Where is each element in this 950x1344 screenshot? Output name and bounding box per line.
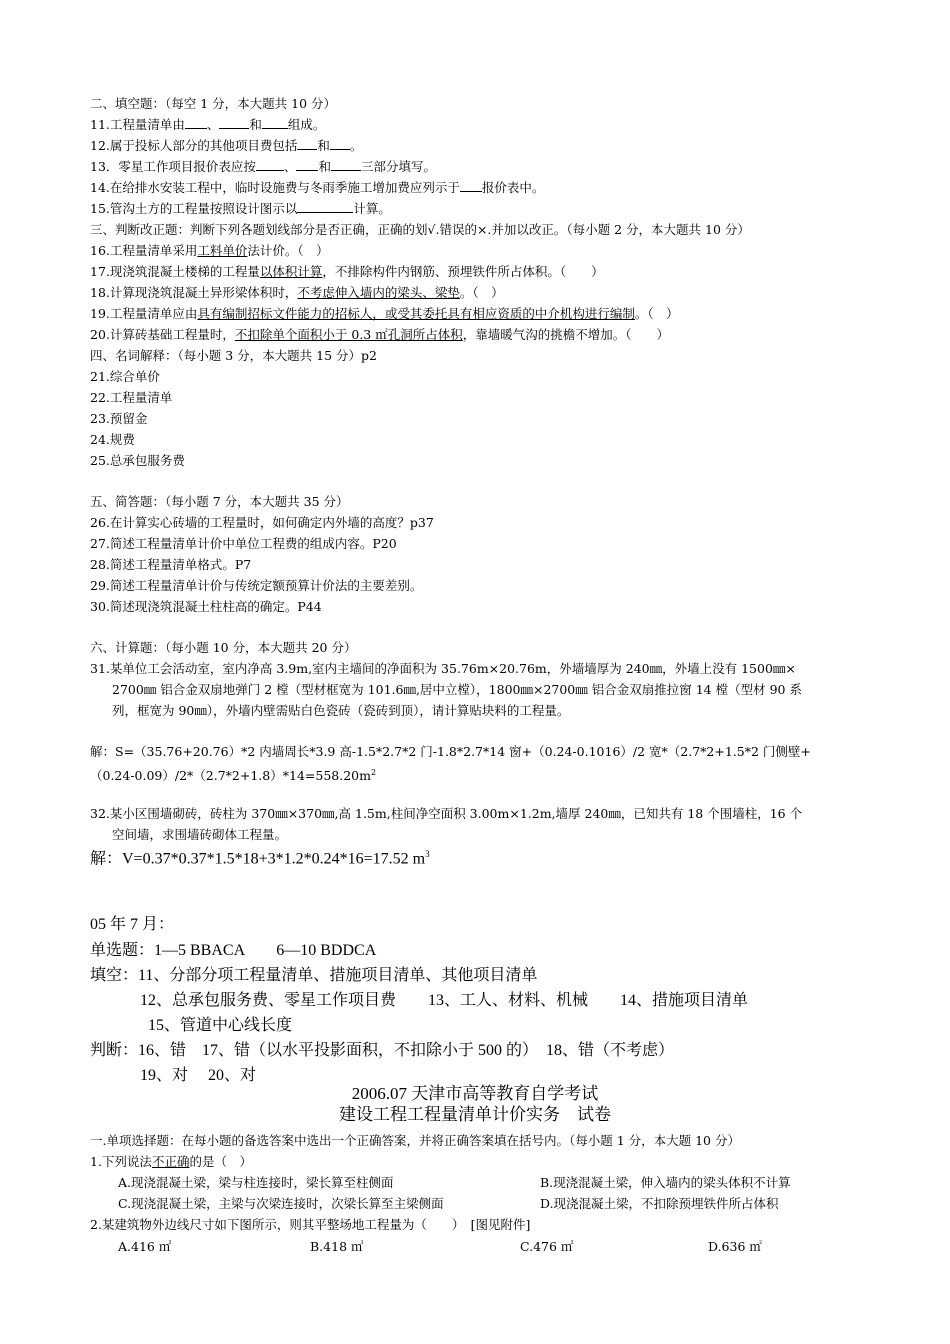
answers-fill-line-1: 填空：11、分部分项工程量清单、措施项目清单、其他项目清单 — [90, 967, 538, 984]
eq1-end: 的是（ ） — [189, 1154, 252, 1169]
question-16 — [90, 242, 329, 260]
list-item: 22.工程量清单 — [90, 390, 173, 405]
q16-end: 法计价。（ ） — [247, 243, 329, 258]
blank — [296, 158, 318, 171]
option-d: D.现浇混凝土梁，不扣除预埋铁件所占体积 — [540, 1196, 779, 1211]
blank — [219, 116, 249, 129]
answer-32 — [90, 843, 430, 870]
q15-text: 15.管沟土方的工程量按照设计图示以 — [90, 201, 298, 216]
exam-question-2: 2.某建筑物外边线尺寸如下图所示，则其平整场地工程量为（ ） [图见附件] — [90, 1217, 531, 1232]
q13-sep: 、 — [283, 159, 297, 174]
blank — [297, 137, 317, 150]
q19-underlined: 具有编制招标文件能力的招标人，或受其委托具有相应资质的中介机构进行编制 — [197, 306, 635, 321]
list-item: 21.综合单价 — [90, 369, 160, 384]
option-b: B.418 ㎡ — [310, 1239, 364, 1254]
q13-and: 和 — [318, 159, 331, 174]
option-b: B.现浇混凝土梁，伸入墙内的梁头体积不计算 — [540, 1175, 791, 1190]
question-20 — [90, 326, 669, 344]
question-13 — [90, 158, 436, 176]
superscript: 2 — [370, 768, 377, 777]
exam-question-1 — [90, 1153, 252, 1171]
option-a: A.现浇混凝土梁，梁与柱连接时，梁长算至柱侧面 — [118, 1175, 394, 1190]
exam-title: 2006.07 天津市高等教育自学考试 — [351, 1084, 599, 1103]
q17-text: 17.现浇筑混凝土楼梯的工程量 — [90, 264, 260, 279]
q16-text: 16.工程量清单采用 — [90, 243, 198, 258]
q18-end: 。（ ） — [459, 285, 504, 300]
question-14 — [90, 179, 544, 197]
question-18 — [90, 284, 504, 302]
section-6-header: 六、计算题：（每小题 10 分，本大题共 20 分） — [90, 640, 357, 655]
q11-end: 组成。 — [287, 117, 326, 132]
q16-underlined: 工料单价 — [197, 243, 248, 258]
list-item: 28.简述工程量清单格式。P7 — [90, 557, 252, 572]
option-a: A.416 ㎡ — [118, 1239, 172, 1254]
answers-fill-line-2: 12、总承包服务费、零星工作项目费 13、工人、材料、机械 14、措施项目清单 — [140, 992, 749, 1009]
answers-date: 05 年 7 月： — [90, 916, 175, 933]
list-item: 24.规费 — [90, 432, 135, 447]
list-item: 27.简述工程量清单计价中单位工程费的组成内容。P20 — [90, 536, 397, 551]
q11-sep: 、 — [206, 117, 220, 132]
list-item: 29.简述工程量清单计价与传统定额预算计价法的主要差别。 — [90, 578, 423, 593]
q13-text: 13．零星工作项目报价表应按 — [90, 159, 256, 174]
q14-end: 报价表中。 — [481, 180, 545, 195]
answers-judge-line-1: 判断：16、错 17、错（以水平投影面积，不扣除小于 500 的） 18、错（不考虑） — [90, 1042, 675, 1059]
section-2-header: 二、填空题：（每空 1 分，本大题共 10 分） — [90, 96, 337, 111]
answers-judge-line-2: 19、对 20、对 — [140, 1067, 257, 1084]
q12-end: 。 — [349, 138, 363, 153]
blank — [297, 200, 353, 213]
question-31-line-1: 31.某单位工会活动室，室内净高 3.9m,室内主墙间的净面积为 35.76m×20.76m，外墙墙厚为 240㎜，外墙上没有 1500㎜× — [90, 661, 796, 676]
list-item: 25.总承包服务费 — [90, 453, 185, 468]
q11-and: 和 — [249, 117, 262, 132]
section-3-header: 三、判断改正题：判断下列各题划线部分是否正确，正确的划√.错误的×.并加以改正。（每小题 2 分，本大题共 10 分） — [90, 222, 750, 237]
q12-and: 和 — [317, 138, 330, 153]
question-31-line-2: 2700㎜ 铝合金双扇地弹门 2 樘（型材框宽为 101.6㎜,居中立樘），1800㎜×2700㎜ 铝合金双扇推拉窗 14 樘（型材 90 系 — [112, 682, 802, 697]
section-5-header: 五、简答题：（每小题 7 分，本大题共 35 分） — [90, 494, 349, 509]
blank — [262, 116, 288, 129]
list-item: 23.预留金 — [90, 411, 148, 426]
answers-single-choice: 单选题：1—5 BBACA 6—10 BDDCA — [90, 942, 377, 959]
answer-31-line-1: 解：S=（35.76+20.76）*2 内墙周长*3.9 高-1.5*2.7*2 门-1.8*2.7*14 窗+（0.24-0.1016）/2 宽*（2.7*2+1.5*2 门侧壁+ — [90, 744, 811, 759]
question-15 — [90, 200, 391, 218]
answer-31-line-2 — [90, 764, 376, 785]
q20-end: ，靠墙暖气沟的挑檐不增加。（ ） — [462, 327, 669, 342]
blank — [256, 158, 284, 171]
answer-32-text: 解：V=0.37*0.37*1.5*18+3*1.2*0.24*16=17.52 m — [90, 850, 426, 868]
question-19 — [90, 305, 679, 323]
q19-text: 19.工程量清单应由 — [90, 306, 198, 321]
blank — [330, 137, 350, 150]
question-32-line-2: 空间墙，求围墙砖砌体工程量。 — [112, 827, 288, 842]
eq1-text: 1.下列说法 — [90, 1154, 152, 1169]
blank — [185, 116, 207, 129]
q17-underlined: 以体积计算 — [259, 264, 323, 279]
section-4-header: 四、名词解释：（每小题 3 分，本大题共 15 分）p2 — [90, 348, 377, 363]
option-d: D.636 ㎡ — [708, 1239, 762, 1254]
q18-underlined: 不考虑伸入墙内的梁头、梁垫 — [297, 285, 460, 300]
q17-end: ，不排除构件内钢筋、预埋铁件所占体积。（ ） — [322, 264, 604, 279]
exam-subtitle: 建设工程工程量清单计价实务 试卷 — [339, 1105, 611, 1124]
q18-text: 18.计算现浇筑混凝土异形梁体积时， — [90, 285, 298, 300]
answer-31-text: （0.24-0.09）/2*（2.7*2+1.8）*14=558.20m — [90, 768, 371, 784]
question-11 — [90, 116, 325, 134]
q15-end: 计算。 — [353, 201, 391, 216]
option-c: C.476 ㎡ — [520, 1239, 574, 1254]
q20-text: 20.计算砖基础工程量时， — [90, 327, 235, 342]
q19-end: 。（ ） — [634, 306, 679, 321]
eq1-underlined: 不正确 — [151, 1154, 190, 1169]
exam-section-1-header: 一.单项选择题：在每小题的备选答案中选出一个正确答案，并将正确答案填在括号内。（每小题 1 分，本大题 10 分） — [90, 1133, 740, 1148]
answers-fill-line-3: 15、管道中心线长度 — [148, 1017, 293, 1034]
superscript: 3 — [425, 849, 430, 859]
q14-text: 14.在给排水安装工程中，临时设施费与冬雨季施工增加费应列示于 — [90, 180, 460, 195]
q11-text: 11.工程量清单由 — [90, 117, 185, 132]
blank — [331, 158, 361, 171]
question-12 — [90, 137, 362, 155]
q20-underlined: 不扣除单个面积小于 0.3 ㎡孔洞所占体积 — [234, 327, 463, 342]
question-31-line-3: 列，框宽为 90㎜），外墙内壁需贴白色瓷砖（瓷砖到顶），请计算贴块料的工程量。 — [112, 703, 570, 718]
list-item: 30.简述现浇筑混凝土柱柱高的确定。P44 — [90, 599, 322, 614]
list-item: 26.在计算实心砖墙的工程量时，如何确定内外墙的高度？p37 — [90, 515, 434, 530]
q12-text: 12.属于投标人部分的其他项目费包括 — [90, 138, 298, 153]
question-17 — [90, 263, 604, 281]
blank — [460, 179, 482, 192]
q13-end: 三部分填写。 — [360, 159, 436, 174]
option-c: C.现浇混凝土梁，主梁与次梁连接时，次梁长算至主梁侧面 — [118, 1196, 444, 1211]
question-32-line-1: 32.某小区围墙砌砖，砖柱为 370㎜×370㎜,高 1.5m,柱间净空面积 3.00m×1.2m,墙厚 240㎜，已知共有 18 个围墙柱，16 个 — [90, 806, 803, 821]
